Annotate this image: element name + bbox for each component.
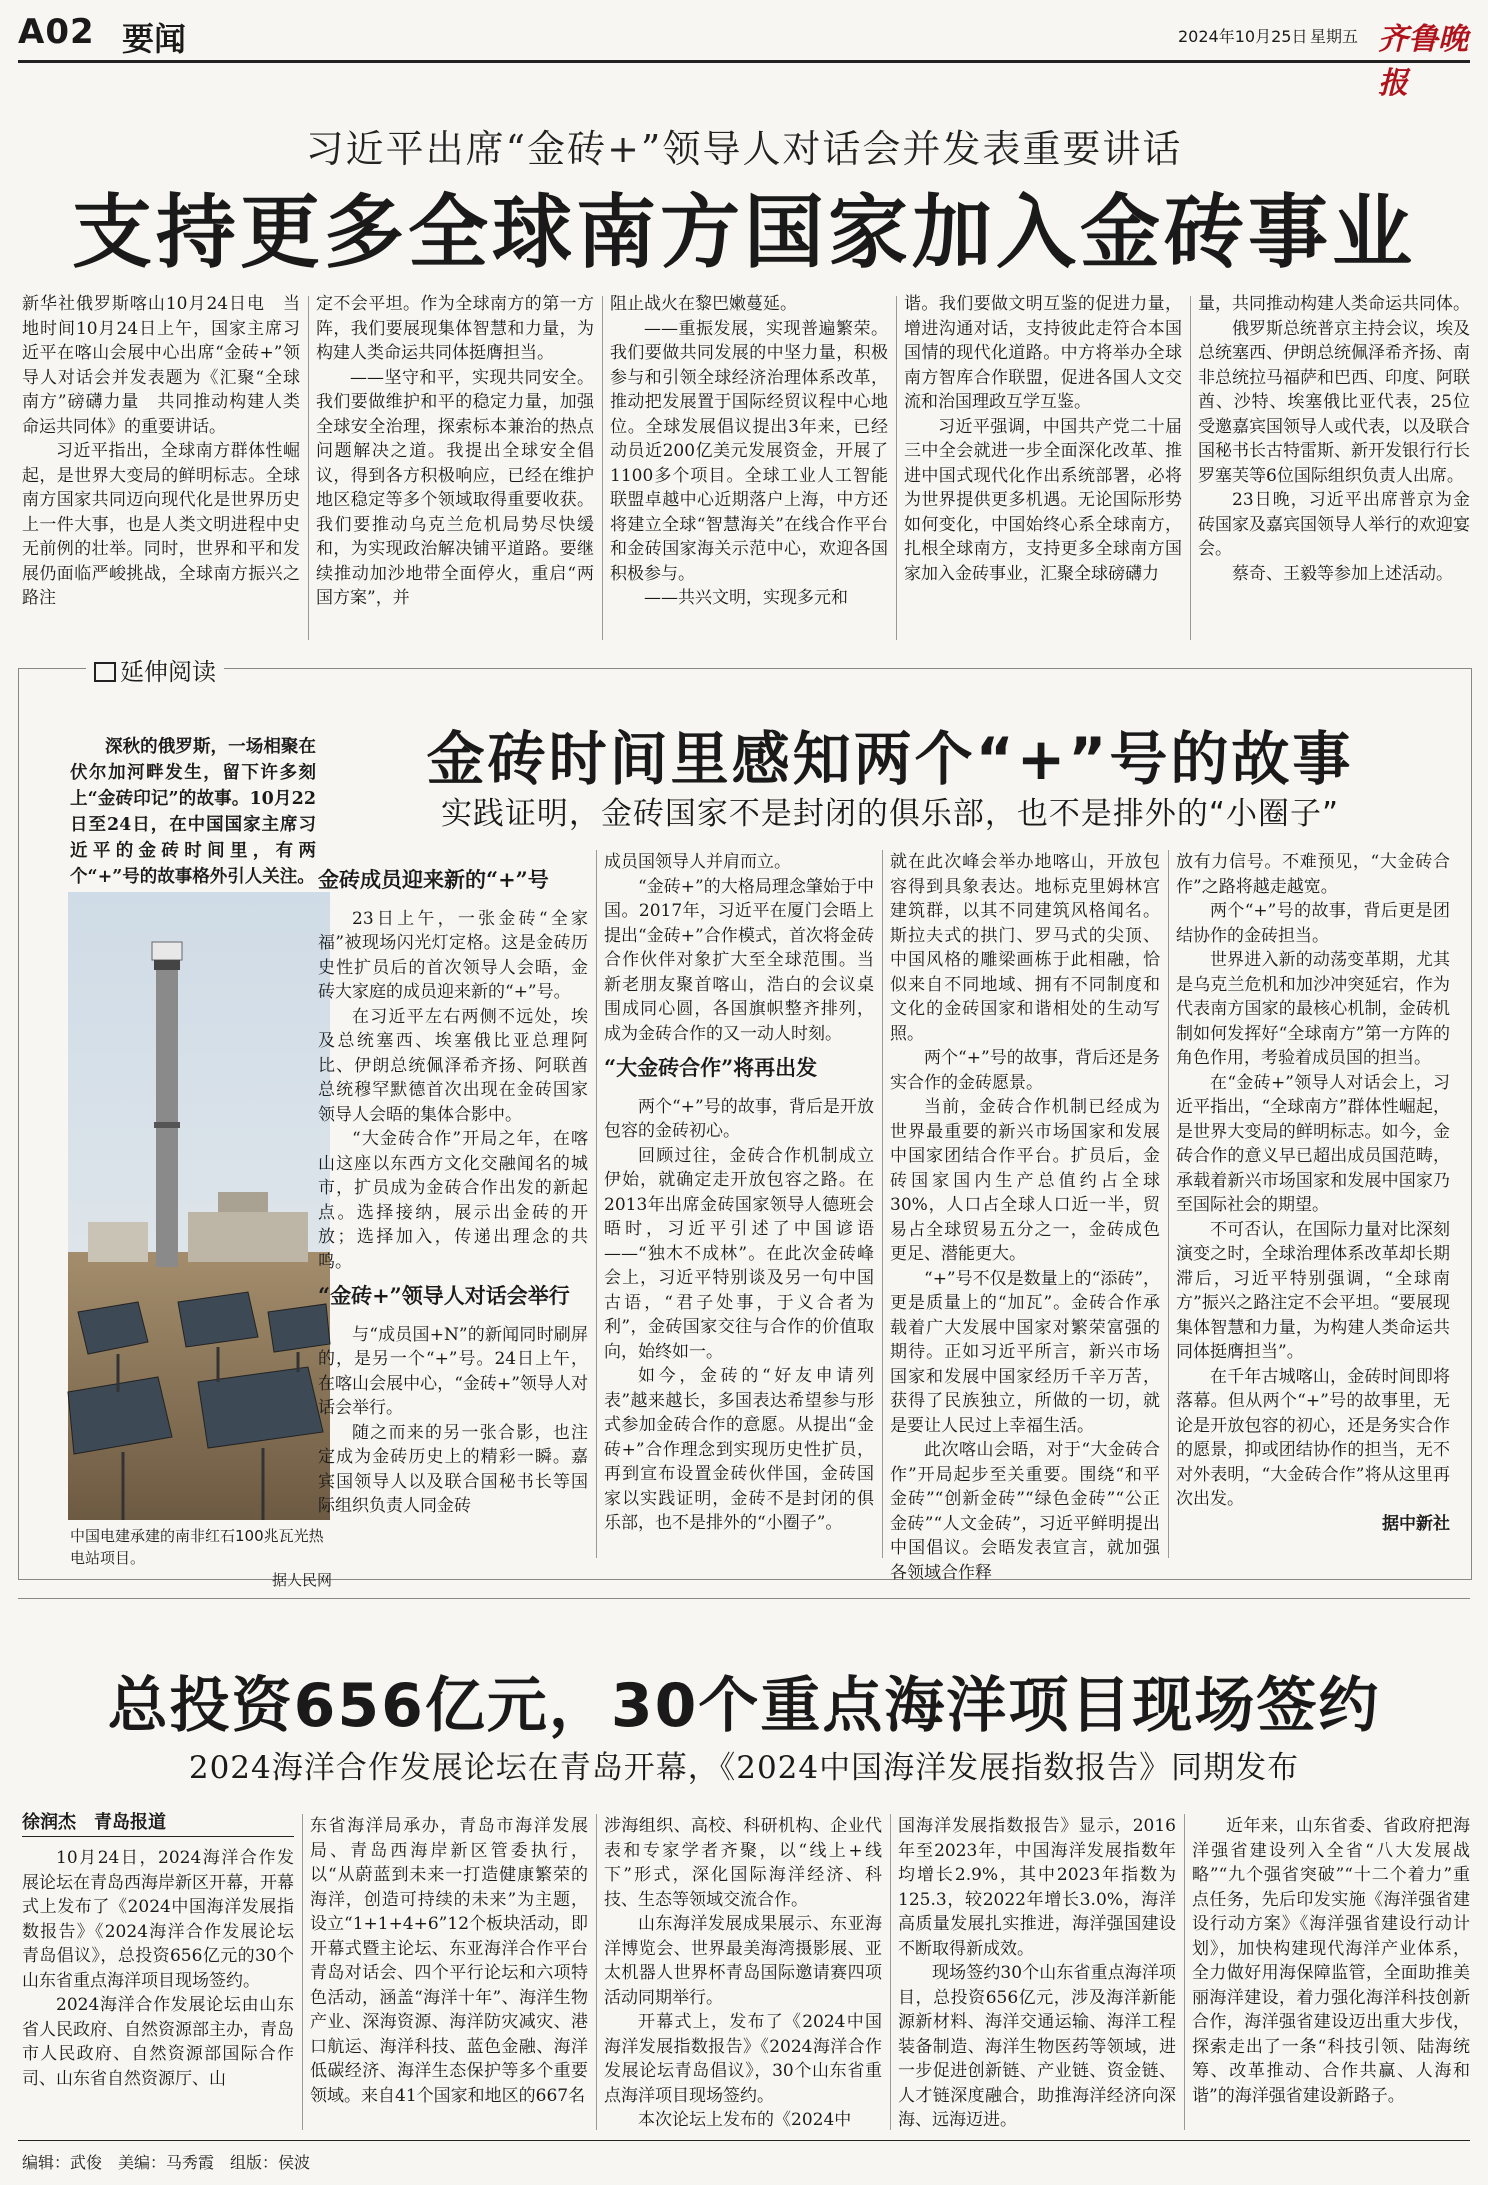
paragraph: 在千年古城喀山，金砖时间即将落幕。但从两个“+”号的故事里，无论是开放包容的初心，还是务实合作的愿景，抑或团结协作的担当，无不对外表明，“大金砖合作”将从这里再次出发。: [1176, 1366, 1450, 1509]
story2-lead: 深秋的俄罗斯，一场相聚在伏尔加河畔发生，留下许多刻上“金砖印记”的故事。10月22日至24日，在中国国家主席习近平的金砖时间里，有两个“+”号的故事格外引人关注。: [70, 737, 316, 887]
paragraph: 量，共同推动构建人类命运共同体。: [1198, 294, 1470, 314]
paragraph: “大金砖合作”开局之年，在喀山这座以东西方文化交融闻名的城市，扩员成为金砖合作出发的新起点。选择接纳，展示出金砖的开放；选择加入，传递出理念的共鸣。: [318, 1129, 588, 1272]
issue-date: 2024年10月25日: [1178, 27, 1308, 46]
column-divider: [1184, 1814, 1185, 2130]
story2-subhead: 实践证明，金砖国家不是封闭的俱乐部，也不是排外的“小圈子”: [440, 796, 1340, 832]
paragraph: 涉海组织、高校、科研机构、企业代表和专家学者齐聚，以“线上+线下”形式，深化国际海洋经济、科技、生态等领域交流合作。: [604, 1816, 882, 1910]
paragraph: 在习近平左右两侧不远处，埃及总统塞西、埃塞俄比亚总理阿比、伊朗总统佩泽希齐扬、阿联酋总统穆罕默德首次出现在金砖国家领导人会晤的集体合影中。: [318, 1006, 588, 1125]
paragraph: 不可否认，在国际力量对比深刻演变之时，全球治理体系改革却长期滞后，习近平特别强调，“全球南方”振兴之路注定不会平坦。“要展现集体智慧和力量，为构建人类命运共同体挺膺担当”。: [1176, 1219, 1450, 1362]
paragraph: 在“金砖+”领导人对话会上，习近平指出，“全球南方”群体性崛起，是世界大变局的鲜明标志。如今，金砖合作的意义早已超出成员国范畴，承载着新兴市场国家和发展中国家乃至国际社会的期望。: [1176, 1072, 1450, 1215]
paragraph: 国海洋发展指数报告》显示，2016年至2023年，中国海洋发展指数年均增长2.9%，其中2023年指数为125.3，较2022年增长3.0%，海洋高质量发展扎实推进，海洋强国建设不断取得新成效。: [898, 1816, 1176, 1959]
paragraph: 本次论坛上发布的《2024中: [638, 2110, 852, 2130]
paragraph: 开幕式上，发布了《2024中国海洋发展指数报告》《2024海洋合作发展论坛青岛倡议》，30个山东省重点海洋项目现场签约。: [604, 2012, 882, 2106]
story1-col-3: [610, 292, 888, 644]
paragraph: 成员国领导人并肩而立。: [604, 852, 791, 872]
story3-col-1: [22, 1846, 294, 2130]
section-name: 要闻: [122, 20, 187, 58]
column-divider: [602, 296, 603, 640]
paragraph: 放有力信号。不难预见，“大金砖合作”之路将越走越宽。: [1176, 852, 1450, 897]
story1-kicker: 习近平出席“金砖+”领导人对话会并发表重要讲话: [305, 127, 1183, 171]
photo-caption: [70, 1525, 332, 1591]
footer-rule: [18, 2140, 1470, 2141]
paragraph: 两个“+”号的故事，背后是开放包容的金砖初心。: [604, 1096, 874, 1141]
paragraph: 回顾过往，金砖合作机制成立伊始，就确定走开放包容之路。在2013年出席金砖国家领导人德班会晤时，习近平引述了中国谚语——“独木不成林”。在此次金砖峰会上，习近平特别谈及另一句中国古语，“君子处事，于义合者为利”，金砖国家交往与合作的价值取向，始终如一。: [604, 1145, 874, 1362]
paragraph: 定不会平坦。作为全球南方的第一方阵，我们要展现集体智慧和力量，为构建人类命运共同体挺膺担当。: [316, 294, 594, 363]
paragraph: 当前，金砖合作机制已经成为世界最重要的新兴市场国家和发展中国家团结合作平台。扩员后，金砖国家国内生产总值约占全球30%，人口占全球人口近一半，贸易占全球贸易五分之一，金砖成色更足、潜能更大。: [890, 1097, 1160, 1264]
story3-headline: 总投资656亿元，30个重点海洋项目现场签约: [107, 1671, 1381, 1741]
paragraph: 习近平指出，全球南方群体性崛起，是世界大变局的鲜明标志。全球南方国家共同迈向现代化是世界历史上一件大事，也是人类文明进程中史无前例的壮举。同时，世界和平和发展仍面临严峻挑战，全球南方振兴之路注: [22, 441, 300, 608]
column-divider: [1190, 296, 1191, 640]
paragraph: 随之而来的另一张合影，也注定成为金砖历史上的精彩一瞬。嘉宾国领导人以及联合国秘书长等国际组织负责人同金砖: [318, 1422, 588, 1516]
paragraph: ——重振发展，实现普遍繁荣。我们要做共同发展的中坚力量，积极参与和引领全球经济治理体系改革，推动把发展置于国际经贸议程中心地位。全球发展倡议提出3年来，已经动员近200亿美元发展资金，开展了1100多个项目。全球工业人工智能联盟卓越中心近期落户上海，中方还将建立全球“智慧海关”在线合作平台和金砖国家海关示范中心，欢迎各国积极参与。: [610, 318, 888, 584]
section-subhead: 金砖成员迎来新的“+”号: [318, 867, 549, 892]
story3-col-4: [898, 1814, 1176, 2130]
story3-subhead: 2024海洋合作发展论坛在青岛开幕，《2024中国海洋发展指数报告》同期发布: [188, 1750, 1300, 1786]
paragraph: 23日晚，习近平出席普京为金砖国家及嘉宾国领导人举行的欢迎宴会。: [1198, 490, 1470, 559]
paragraph: 世界进入新的动荡变革期，尤其是乌克兰危机和加沙冲突延宕，作为代表南方国家的最核心机制，金砖机制如何发挥好“全球南方”第一方阵的角色作用，考验着成员国的担当。: [1176, 950, 1450, 1068]
caption-text: 中国电建承建的南非红石100兆瓦光热电站项目。: [70, 1527, 324, 1567]
column-divider: [896, 296, 897, 640]
column-divider: [890, 1814, 891, 2130]
column-divider: [308, 296, 309, 640]
paragraph: “+”号不仅是数量上的“添砖”，更是质量上的“加瓦”。金砖合作承载着广大发展中国家对繁荣富强的期待。正如习近平所言，新兴市场国家和发展中国家经历千辛万苦，获得了民族独立，所做的一切，就是要让人民过上幸福生活。: [890, 1268, 1161, 1436]
paragraph: ——坚守和平，实现共同安全。我们要做维护和平的稳定力量，加强全球安全治理，探索标本兼治的热点问题解决之道。我提出全球安全倡议，得到各方积极响应，已经在维护地区稳定等多个领域取得重要收获。我们要推动乌克兰危机局势尽快缓和，为实现政治解决铺平道路。要继续推动加沙地带全面停火，重启“两国方案”，并: [316, 367, 594, 608]
paragraph: 谐。我们要做文明互鉴的促进力量，增进沟通对话，支持彼此走符合本国国情的现代化道路。中方将举办全球南方智库合作联盟，促进各国人文交流和治国理政互学互鉴。: [904, 294, 1182, 412]
column-divider: [596, 850, 597, 1558]
paragraph: ——共兴文明，实现多元和: [644, 588, 848, 608]
square-icon: [94, 662, 116, 682]
paragraph: 东省海洋局承办，青岛市海洋发展局、青岛西海岸新区管委执行，以“从蔚蓝到未来一打造健康繁荣的海洋，创造可持续的未来”为主题，设立“1+1+4+6”12个板块活动，即开幕式暨主论坛、东亚海洋合作平台青岛对话会、四个平行论坛和六项特色活动，涵盖“海洋十年”、海洋生物产业、深海资源、海洋防灾减灾、港口航运、海洋科技、蓝色金融、海洋低碳经济、海洋生态保护等多个重要领域。来自41个国家和地区的667名: [310, 1816, 589, 2106]
paragraph: 与“成员国+N”的新闻同时刷屏的，是另一个“+”号。24日上午，在喀山会展中心，“金砖+”领导人对话会举行。: [318, 1324, 588, 1418]
story2-col-4: [1176, 850, 1450, 1558]
paragraph: 近年来，山东省委、省政府把海洋强省建设列入全省“八大发展战略”“九个强省突破”“十二个着力”重点任务，先后印发实施《海洋强省建设行动方案》《海洋强省建设行动计划》，加快构建现代海洋产业体系，全力做好用海保障监管，全面助推美丽海洋建设，着力强化海洋科技创新合作，海洋强省建设迈出重大步伐，探索走出了一条“科技引领、陆海统筹、改革推动、合作共赢、人海和谐”的海洋强省建设新路子。: [1192, 1816, 1470, 2106]
story1-col-2: [316, 292, 594, 644]
paragraph: 蔡奇、王毅等参加上述活动。: [1232, 563, 1453, 584]
page-number: A02: [18, 12, 95, 52]
story2-headline: 金砖时间里感知两个“+”号的故事: [426, 725, 1354, 793]
paragraph: 就在此次峰会举办地喀山，开放包容得到具象表达。地标克里姆林宫建筑群，以其不同建筑风格闻名。斯拉夫式的拱门、罗马式的尖顶、中国风格的雕梁画栋于此相融，恰似来自不同地域、拥有不同制度和文化的金砖国家和谐相处的生动写照。: [890, 852, 1160, 1044]
page-header: [18, 12, 1470, 101]
paragraph: 2024海洋合作发展论坛由山东省人民政府、自然资源部主办，青岛市人民政府、自然资源部国际合作司、山东省自然资源厅、山: [22, 1995, 294, 2089]
extended-reading-tag: [86, 652, 224, 687]
byline: 徐润杰 青岛报道: [22, 1812, 166, 1833]
story1-col-4: [904, 292, 1182, 644]
source-credit: 据中新社: [1382, 1513, 1450, 1534]
story1-headline: 支持更多全球南方国家加入金砖事业: [72, 186, 1416, 279]
section-subhead: “大金砖合作”将再出发: [604, 1055, 818, 1080]
paragraph: 两个“+”号的故事，背后更是团结协作的金砖担当。: [1176, 901, 1450, 946]
column-divider: [1168, 850, 1169, 1558]
paragraph: 两个“+”号的故事，背后还是务实合作的金砖愿景。: [890, 1048, 1160, 1093]
story2-col-2: [604, 850, 874, 1558]
story2-col-3: [890, 850, 1161, 1583]
newspaper-logo: 齐鲁晚报: [1378, 22, 1468, 101]
column-divider: [302, 1814, 303, 2130]
paragraph: 23日上午，一张金砖“全家福”被现场闪光灯定格。这是金砖历史性扩员后的首次领导人会晤，金砖大家庭的成员迎来新的“+”号。: [318, 908, 588, 1002]
editor-credits: 编辑：武俊 美编：马秀霞 组版：侯波: [22, 2153, 311, 2172]
paragraph: 习近平强调，中国共产党二十届三中全会就进一步全面深化改革、推进中国式现代化作出系统部署，必将为世界提供更多机遇。无论国际形势如何变化，中国始终心系全球南方，扎根全球南方，支持更多全球南方国家加入金砖事业，汇聚全球磅礴力: [904, 416, 1182, 584]
paragraph: “金砖+”的大格局理念肇始于中国。2017年，习近平在厦门会晤上提出“金砖+”合作模式，首次将金砖合作伙伴对象扩大至全球范围。当新老朋友聚首喀山，浩白的会议桌围成同心圆，各国旗帜整齐排列，成为金砖合作的又一动人时刻。: [604, 876, 874, 1044]
paragraph: 俄罗斯总统普京主持会议，埃及总统塞西、伊朗总统佩泽希齐扬、南非总统拉马福萨和巴西、印度、阿联酋、沙特、埃塞俄比亚代表，25位受邀嘉宾国领导人或代表，以及联合国秘书长古特雷斯、新开发银行行长罗塞芙等6位国际组织负责人出席。: [1198, 318, 1470, 486]
solar-plant-photo: [68, 892, 330, 1520]
paragraph: 如今，金砖的“好友申请列表”越来越长，多国表达希望参与形式参加金砖合作的意愿。从提出“金砖+”合作理念到实现历史性扩员，再到宣布设置金砖伙伴国，金砖国家以实践证明，金砖不是封闭的俱乐部，也不是排外的“小圈子”。: [604, 1366, 874, 1533]
column-divider: [882, 850, 883, 1558]
story1-col-1: [22, 292, 300, 644]
story1-col-5: [1198, 292, 1470, 644]
byline-rule: [22, 1836, 294, 1837]
paragraph: 新华社俄罗斯喀山10月24日电 当地时间10月24日上午，国家主席习近平在喀山会展中心出席“金砖+”领导人对话会并发表题为《汇聚“全球南方”磅礴力量 共同推动构建人类命运共同体》的重要讲话。: [22, 294, 300, 437]
section-subhead: “金砖+”领导人对话会举行: [318, 1283, 570, 1308]
story3-col-5: [1192, 1814, 1470, 2130]
paragraph: 阻止战火在黎巴嫩蔓延。: [610, 294, 797, 314]
issue-weekday: 星期五: [1310, 27, 1359, 46]
paragraph: 10月24日，2024海洋合作发展论坛在青岛西海岸新区开幕，开幕式上发布了《2024中国海洋发展指数报告》《2024海洋合作发展论坛青岛倡议》，总投资656亿元的30个山东省重点海洋项目现场签约。: [22, 1848, 294, 1991]
paragraph: 此次喀山会晤，对于“大金砖合作”开局起步至关重要。围绕“和平金砖”“创新金砖”“绿色金砖”“公正金砖”“人文金砖”，习近平鲜明提出中国倡议。会晤发表宣言，就加强各领域合作释: [890, 1440, 1160, 1583]
caption-source: 据人民网: [271, 1571, 332, 1589]
story3-col-3: [604, 1814, 882, 2130]
story3-col-2: [310, 1814, 588, 2130]
story2-col-1: [318, 858, 588, 1558]
section-divider: [18, 1598, 1470, 1599]
tag-label: 延伸阅读: [120, 658, 216, 686]
column-divider: [596, 1814, 597, 2130]
paragraph: 山东海洋发展成果展示、东亚海洋博览会、世界最美海湾摄影展、亚太机器人世界杯青岛国际邀请赛四项活动同期举行。: [604, 1914, 882, 2008]
paragraph: 现场签约30个山东省重点海洋项目，总投资656亿元，涉及海洋新能源新材料、海洋交通运输、海洋工程装备制造、海洋生物医药等领域，进一步促进创新链、产业链、资金链、人才链深度融合，助推海洋经济向深海、远海迈进。: [898, 1963, 1176, 2130]
